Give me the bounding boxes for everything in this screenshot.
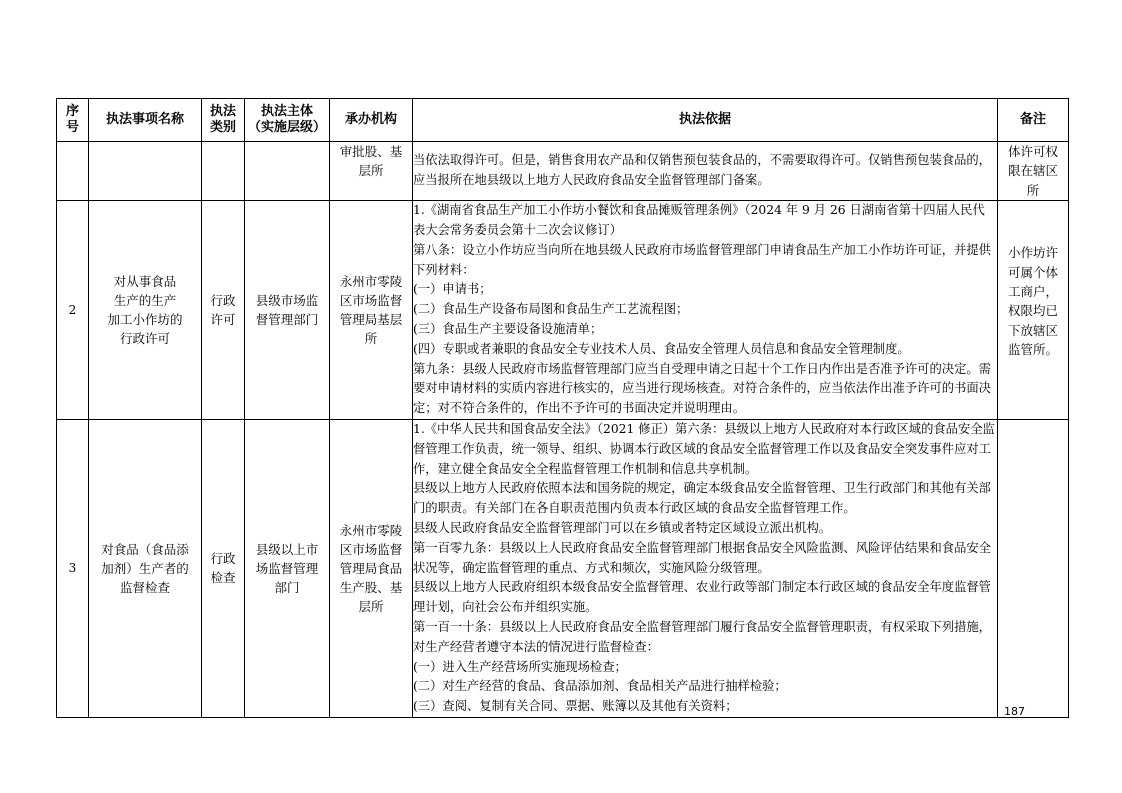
note-cell: 小作坊许 可属个体 工商户， 权限均已 下放辖区 监管所。 bbox=[998, 201, 1069, 420]
table-row bbox=[57, 142, 1069, 201]
category-cell: 行政 许可 bbox=[202, 201, 245, 420]
seq-cell bbox=[57, 142, 89, 201]
table-row bbox=[57, 419, 1069, 717]
basis-paragraph: 第一百零九条：县级以上人民政府食品安全监督管理部门根据食品安全风险监测、风险评估结果和食品安全状况等，确定监督管理的重点、方式和频次，实施风险分级管理。 bbox=[413, 540, 991, 575]
basis-paragraph: 第八条：设立小作坊应当向所在地县级人民政府市场监督管理部门申请食品生产加工小作坊许可证，并提供下列材料： bbox=[413, 242, 991, 277]
header-basis: 执法依据 bbox=[413, 99, 998, 142]
basis-paragraph: 1.《湖南省食品生产加工小作坊小餐饮和食品摊贩管理条例》（2024 年 9 月 26 日湖南省第十四届人民代表大会常务委员会第十二次会议修订） bbox=[413, 203, 985, 238]
note-cell: 体许可权 限在辖区 所 bbox=[998, 142, 1069, 201]
category-cell bbox=[202, 142, 245, 201]
basis-paragraph: (三）查阅、复制有关合同、票据、账簿以及其他有关资料； bbox=[413, 699, 738, 714]
subject-cell: 县级市场监 督管理部门 bbox=[245, 201, 330, 420]
header-row bbox=[57, 99, 1069, 142]
basis-paragraph: (二）食品生产设备布局图和食品生产工艺流程图； bbox=[413, 302, 689, 317]
page-number: 187 bbox=[1004, 705, 1025, 718]
header-category: 执法 类别 bbox=[202, 99, 245, 142]
category-cell: 行政 检查 bbox=[202, 419, 245, 717]
basis-paragraph: 县级以上地方人民政府依照本法和国务院的规定，确定本级食品安全监督管理、卫生行政部门和其他有关部门的职责。有关部门在各自职责范围内负责本行政区域的食品安全监督管理工作。 bbox=[413, 481, 991, 516]
office-cell: 永州市零陵 区市场监督 管理局食品 生产股、基 层所 bbox=[330, 419, 413, 717]
basis-paragraph: 1.《中华人民共和国食品安全法》（2021 修正）第六条：县级以上地方人民政府对本行政区域的食品安全监督管理工作负责，统一领导、组织、协调本行政区域的食品安全监督管理工作以及食品安全突发事件应对工作，建立健全食品安全全程监督管理工作机制和信息共享机制。 bbox=[413, 421, 995, 476]
header-seq: 序 号 bbox=[57, 99, 89, 142]
item-cell bbox=[89, 142, 202, 201]
seq-cell: 3 bbox=[57, 419, 89, 717]
table-row bbox=[57, 201, 1069, 420]
subject-cell bbox=[245, 142, 330, 201]
basis-paragraph: 第九条：县级人民政府市场监督管理部门应当自受理申请之日起十个工作日内作出是否准予许可的决定。需要对申请材料的实质内容进行核实的，应当进行现场核查。对符合条件的，应当依法作出准予许可的书面决定；对不符合条件的，作出不予许可的书面决定并说明理由。 bbox=[413, 361, 991, 416]
header-note: 备注 bbox=[998, 99, 1069, 142]
item-cell: 对从事食品 生产的生产 加工小作坊的 行政许可 bbox=[89, 201, 202, 420]
basis-paragraph: (一）进入生产经营场所实施现场检查； bbox=[413, 659, 627, 674]
note-cell bbox=[998, 419, 1069, 717]
subject-cell: 县级以上市 场监督管理 部门 bbox=[245, 419, 330, 717]
basis-paragraph: (二）对生产经营的食品、食品添加剂、食品相关产品进行抽样检验； bbox=[413, 679, 787, 694]
basis-paragraph: 县级以上地方人民政府组织本级食品安全监督管理、农业行政等部门制定本行政区域的食品安全年度监督管理计划，向社会公布并组织实施。 bbox=[413, 580, 991, 615]
basis-paragraph: (三）食品生产主要设备设施清单； bbox=[413, 322, 603, 336]
basis-paragraph: 当依法取得许可。但是，销售食用农产品和仅销售预包装食品的，不需要取得许可。仅销售预包装食品的，应当报所在地县级以上地方人民政府食品安全监督管理部门备案。 bbox=[413, 153, 991, 188]
basis-cell bbox=[413, 142, 998, 201]
header-item: 执法事项名称 bbox=[89, 99, 202, 142]
seq-cell: 2 bbox=[57, 201, 89, 420]
enforcement-table bbox=[56, 98, 1069, 718]
basis-cell bbox=[413, 419, 998, 717]
header-subject: 执法主体 （实施层级） bbox=[245, 99, 330, 142]
office-cell: 永州市零陵 区市场监督 管理局基层 所 bbox=[330, 201, 413, 420]
basis-paragraph: (一）申请书； bbox=[413, 282, 492, 297]
header-office: 承办机构 bbox=[330, 99, 413, 142]
office-cell: 审批股、基 层所 bbox=[330, 142, 413, 201]
basis-paragraph: (四）专职或者兼职的食品安全专业技术人员、食品安全管理人员信息和食品安全管理制度。 bbox=[413, 341, 910, 356]
basis-paragraph: 第一百一十条：县级以上人民政府食品安全监督管理部门履行食品安全监督管理职责，有权采取下列措施，对生产经营者遵守本法的情况进行监督检查： bbox=[413, 619, 991, 654]
basis-cell bbox=[413, 201, 998, 420]
item-cell: 对食品（食品添 加剂）生产者的 监督检查 bbox=[89, 419, 202, 717]
basis-paragraph: 县级人民政府食品安全监督管理部门可以在乡镇或者特定区域设立派出机构。 bbox=[413, 520, 832, 535]
